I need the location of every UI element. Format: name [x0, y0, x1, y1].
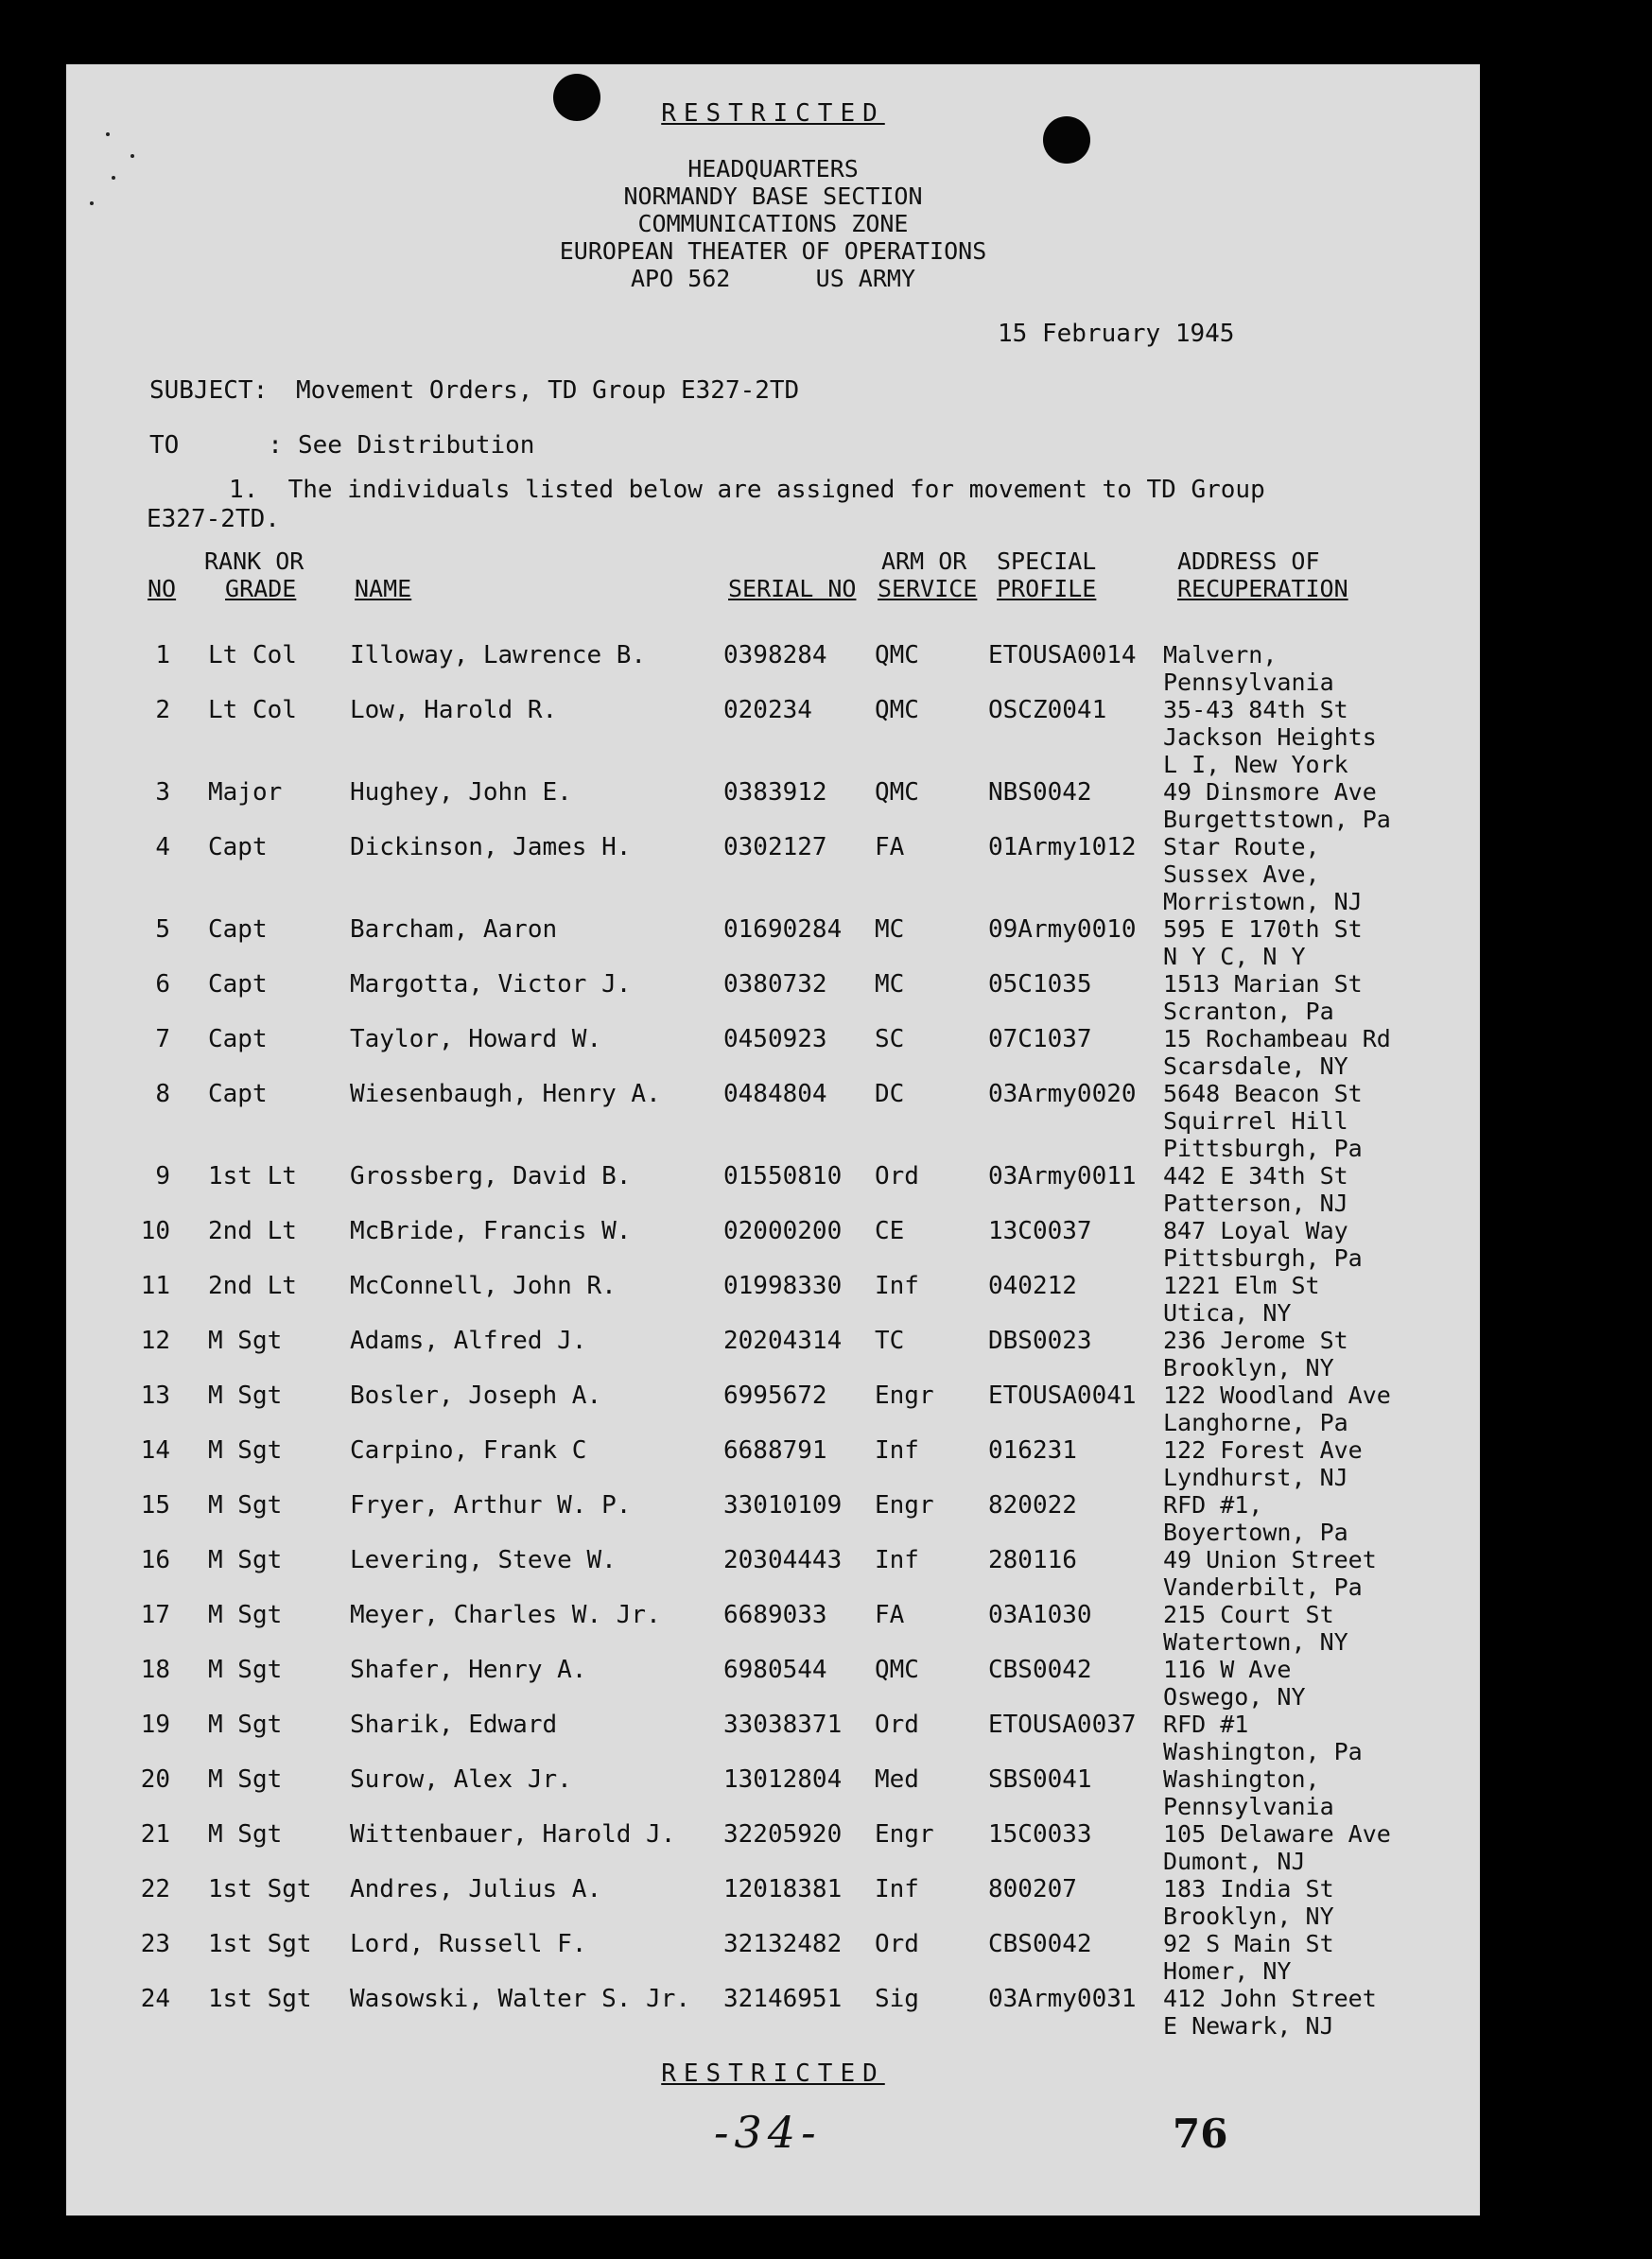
row-serial: 20204314 [723, 1327, 843, 1355]
row-arm-service: TC [875, 1327, 905, 1355]
row-special-profile: 07C1037 [988, 1025, 1092, 1053]
row-special-profile: ETOUSA0041 [988, 1381, 1137, 1410]
row-special-profile: SBS0041 [988, 1765, 1092, 1794]
row-arm-service: QMC [875, 778, 919, 807]
row-serial: 01550810 [723, 1162, 843, 1190]
row-number: 9 [155, 1162, 170, 1190]
row-number: 13 [140, 1381, 170, 1410]
row-address-line: RFD #1, [1163, 1491, 1263, 1519]
row-name: Wiesenbaugh, Henry A. [350, 1080, 661, 1108]
row-address-line: 847 Loyal Way [1163, 1217, 1348, 1244]
row-address-line: 105 Delaware Ave [1163, 1820, 1391, 1848]
row-special-profile: OSCZ0041 [988, 696, 1107, 724]
row-name: Dickinson, James H. [350, 833, 632, 861]
table-row [66, 1162, 1480, 1217]
to-text: See Distribution [298, 431, 535, 460]
row-name: Margotta, Victor J. [350, 970, 632, 999]
row-rank: Lt Col [208, 696, 297, 724]
row-address-line: L I, New York [1163, 751, 1348, 778]
row-rank: M Sgt [208, 1381, 283, 1410]
document-page [66, 64, 1480, 2216]
row-special-profile: 280116 [988, 1546, 1077, 1574]
row-rank: 1st Sgt [208, 1930, 312, 1958]
table-row [66, 778, 1480, 833]
row-name: Hughey, John E. [350, 778, 572, 807]
row-special-profile: 05C1035 [988, 970, 1092, 999]
row-address-line: Pennsylvania [1163, 1793, 1334, 1820]
table-row [66, 1327, 1480, 1381]
row-special-profile: 03Army0031 [988, 1985, 1137, 2013]
row-serial: 20304443 [723, 1546, 843, 1574]
row-special-profile: 01Army1012 [988, 833, 1137, 861]
table-row [66, 1656, 1480, 1711]
row-address-line: Patterson, NJ [1163, 1190, 1348, 1217]
row-address-line: Scranton, Pa [1163, 998, 1334, 1025]
table-row [66, 1765, 1480, 1820]
row-special-profile: CBS0042 [988, 1656, 1092, 1684]
row-special-profile: CBS0042 [988, 1930, 1092, 1958]
row-arm-service: Inf [875, 1272, 919, 1300]
row-name: Low, Harold R. [350, 696, 558, 724]
row-special-profile: 15C0033 [988, 1820, 1092, 1849]
row-address-line: Watertown, NY [1163, 1628, 1348, 1656]
row-arm-service: Ord [875, 1162, 919, 1190]
paragraph-line-1: 1. The individuals listed below are assigned for movement to TD Group [229, 476, 1265, 504]
row-name: Meyer, Charles W. Jr. [350, 1601, 661, 1629]
row-address-line: Dumont, NJ [1163, 1848, 1306, 1875]
row-number: 1 [155, 641, 170, 669]
row-arm-service: CE [875, 1217, 905, 1245]
row-rank: 1st Sgt [208, 1985, 312, 2013]
row-number: 18 [140, 1656, 170, 1684]
row-serial: 33010109 [723, 1491, 843, 1520]
row-rank: M Sgt [208, 1327, 283, 1355]
row-rank: M Sgt [208, 1711, 283, 1739]
row-serial: 33038371 [723, 1711, 843, 1739]
row-arm-service: Ord [875, 1711, 919, 1739]
row-special-profile: 09Army0010 [988, 915, 1137, 944]
table-row [66, 915, 1480, 970]
document-date: 15 February 1945 [998, 320, 1235, 348]
row-address-line: Lyndhurst, NJ [1163, 1464, 1348, 1491]
row-address-line: Washington, Pa [1163, 1738, 1363, 1765]
row-rank: 1st Lt [208, 1162, 297, 1190]
table-row [66, 1217, 1480, 1272]
row-address-line: Malvern, [1163, 641, 1278, 669]
page-number: -34- [714, 2107, 822, 2158]
row-address-line: 116 W Ave [1163, 1656, 1292, 1683]
row-serial: 0398284 [723, 641, 827, 669]
row-address-line: 183 India St [1163, 1875, 1334, 1903]
table-row [66, 1381, 1480, 1436]
row-address-line: 35-43 84th St [1163, 696, 1348, 723]
row-rank: M Sgt [208, 1491, 283, 1520]
row-special-profile: ETOUSA0037 [988, 1711, 1137, 1739]
row-serial: 6995672 [723, 1381, 827, 1410]
paragraph-line-2: E327-2TD. [147, 505, 280, 533]
subject-text: Movement Orders, TD Group E327-2TD [296, 376, 800, 405]
row-serial: 6980544 [723, 1656, 827, 1684]
row-address-line: Morristown, NJ [1163, 888, 1363, 915]
row-rank: Capt [208, 915, 268, 944]
row-address-line: Washington, [1163, 1765, 1320, 1793]
hq-line-3: COMMUNICATIONS ZONE [637, 210, 909, 237]
row-name: Barcham, Aaron [350, 915, 558, 944]
row-serial: 02000200 [723, 1217, 843, 1245]
table-row [66, 1436, 1480, 1491]
hq-line-2: NORMANDY BASE SECTION [623, 182, 923, 210]
row-address-line: Brooklyn, NY [1163, 1903, 1334, 1930]
row-name: McConnell, John R. [350, 1272, 617, 1300]
row-number: 22 [140, 1875, 170, 1903]
row-special-profile: 03A1030 [988, 1601, 1092, 1629]
row-number: 5 [155, 915, 170, 944]
row-address-line: Star Route, [1163, 833, 1320, 860]
row-number: 20 [140, 1765, 170, 1794]
row-address-line: 442 E 34th St [1163, 1162, 1348, 1190]
row-number: 17 [140, 1601, 170, 1629]
row-name: Carpino, Frank C [350, 1436, 587, 1465]
hq-line-5: APO 562 US ARMY [630, 265, 916, 292]
row-arm-service: Engr [875, 1820, 934, 1849]
row-arm-service: SC [875, 1025, 905, 1053]
col-header-name: NAME [355, 575, 412, 602]
row-address-line: Brooklyn, NY [1163, 1354, 1334, 1381]
row-serial: 12018381 [723, 1875, 843, 1903]
row-arm-service: FA [875, 1601, 905, 1629]
row-number: 11 [140, 1272, 170, 1300]
row-rank: M Sgt [208, 1765, 283, 1794]
row-rank: M Sgt [208, 1601, 283, 1629]
page-stamp: 76 [1173, 2111, 1228, 2157]
row-arm-service: Engr [875, 1491, 934, 1520]
row-name: Adams, Alfred J. [350, 1327, 587, 1355]
row-special-profile: 03Army0020 [988, 1080, 1137, 1108]
row-special-profile: 800207 [988, 1875, 1077, 1903]
row-rank: M Sgt [208, 1656, 283, 1684]
table-row [66, 641, 1480, 696]
row-serial: 0484804 [723, 1080, 827, 1108]
row-special-profile: ETOUSA0014 [988, 641, 1137, 669]
row-arm-service: Sig [875, 1985, 919, 2013]
row-special-profile: 13C0037 [988, 1217, 1092, 1245]
row-address-line: Pennsylvania [1163, 669, 1334, 696]
row-address-line: 595 E 170th St [1163, 915, 1363, 943]
row-address-line: Boyertown, Pa [1163, 1519, 1348, 1546]
col-header-rank: RANK OR GRADE [204, 547, 304, 602]
row-rank: M Sgt [208, 1820, 283, 1849]
row-address-line: RFD #1 [1163, 1711, 1249, 1738]
row-rank: M Sgt [208, 1436, 283, 1465]
row-arm-service: MC [875, 915, 905, 944]
row-number: 12 [140, 1327, 170, 1355]
row-address-line: 1221 Elm St [1163, 1272, 1320, 1299]
hq-line-1: HEADQUARTERS [687, 155, 859, 182]
table-row [66, 1930, 1480, 1985]
row-rank: Major [208, 778, 283, 807]
row-address-line: Squirrel Hill [1163, 1107, 1348, 1135]
row-name: Sharik, Edward [350, 1711, 558, 1739]
row-number: 24 [140, 1985, 170, 2013]
row-arm-service: MC [875, 970, 905, 999]
row-serial: 0302127 [723, 833, 827, 861]
row-name: Surow, Alex Jr. [350, 1765, 572, 1794]
row-serial: 01690284 [723, 915, 843, 944]
row-address-line: N Y C, N Y [1163, 943, 1306, 970]
col-header-address: ADDRESS OF RECUPERATION [1177, 547, 1348, 602]
table-row [66, 1491, 1480, 1546]
classification-footer: RESTRICTED [661, 2059, 885, 2088]
row-arm-service: Inf [875, 1436, 919, 1465]
row-serial: 020234 [723, 696, 812, 724]
row-number: 21 [140, 1820, 170, 1849]
row-special-profile: NBS0042 [988, 778, 1092, 807]
row-name: Lord, Russell F. [350, 1930, 587, 1958]
row-address-line: Burgettstown, Pa [1163, 806, 1391, 833]
table-row [66, 1601, 1480, 1656]
table-row [66, 1985, 1480, 2040]
row-address-line: 92 S Main St [1163, 1930, 1334, 1957]
row-special-profile: 03Army0011 [988, 1162, 1137, 1190]
row-rank: Capt [208, 970, 268, 999]
col-header-profile: SPECIAL PROFILE [997, 547, 1097, 602]
row-name: Taylor, Howard W. [350, 1025, 602, 1053]
row-address-line: Langhorne, Pa [1163, 1409, 1348, 1436]
row-serial: 32205920 [723, 1820, 843, 1849]
row-serial: 32132482 [723, 1930, 843, 1958]
row-arm-service: QMC [875, 696, 919, 724]
row-number: 3 [155, 778, 170, 807]
row-number: 15 [140, 1491, 170, 1520]
row-rank: 1st Sgt [208, 1875, 312, 1903]
row-serial: 6689033 [723, 1601, 827, 1629]
row-serial: 01998330 [723, 1272, 843, 1300]
row-special-profile: 820022 [988, 1491, 1077, 1520]
row-arm-service: Inf [875, 1546, 919, 1574]
row-number: 16 [140, 1546, 170, 1574]
row-arm-service: Med [875, 1765, 919, 1794]
row-address-line: Pittsburgh, Pa [1163, 1244, 1363, 1272]
row-address-line: Oswego, NY [1163, 1683, 1306, 1711]
row-number: 6 [155, 970, 170, 999]
row-rank: Capt [208, 1025, 268, 1053]
row-name: Wasowski, Walter S. Jr. [350, 1985, 691, 2013]
row-name: McBride, Francis W. [350, 1217, 632, 1245]
row-serial: 0450923 [723, 1025, 827, 1053]
row-special-profile: DBS0023 [988, 1327, 1092, 1355]
row-number: 14 [140, 1436, 170, 1465]
hq-line-4: EUROPEAN THEATER OF OPERATIONS [559, 237, 987, 265]
row-address-line: 1513 Marian St [1163, 970, 1363, 998]
row-rank: 2nd Lt [208, 1272, 297, 1300]
col-header-serial: SERIAL NO [728, 575, 857, 602]
col-header-no: NO [148, 575, 177, 602]
row-serial: 0383912 [723, 778, 827, 807]
row-address-line: 49 Dinsmore Ave [1163, 778, 1377, 806]
row-arm-service: QMC [875, 1656, 919, 1684]
row-address-line: Sussex Ave, [1163, 860, 1320, 888]
row-serial: 6688791 [723, 1436, 827, 1465]
row-name: Bosler, Joseph A. [350, 1381, 602, 1410]
table-row [66, 1080, 1480, 1162]
row-address-line: 236 Jerome St [1163, 1327, 1348, 1354]
row-arm-service: FA [875, 833, 905, 861]
row-name: Levering, Steve W. [350, 1546, 617, 1574]
subject-label: SUBJECT: [149, 376, 269, 405]
table-row [66, 1711, 1480, 1765]
row-rank: M Sgt [208, 1546, 283, 1574]
row-address-line: Jackson Heights [1163, 723, 1377, 751]
classification-header: RESTRICTED [661, 99, 885, 128]
row-address-line: 122 Woodland Ave [1163, 1381, 1391, 1409]
row-rank: Capt [208, 833, 268, 861]
row-number: 10 [140, 1217, 170, 1245]
row-address-line: Vanderbilt, Pa [1163, 1573, 1363, 1601]
row-address-line: Pittsburgh, Pa [1163, 1135, 1363, 1162]
row-rank: Capt [208, 1080, 268, 1108]
row-address-line: 5648 Beacon St [1163, 1080, 1363, 1107]
row-number: 23 [140, 1930, 170, 1958]
row-name: Wittenbauer, Harold J. [350, 1820, 676, 1849]
row-number: 7 [155, 1025, 170, 1053]
row-serial: 0380732 [723, 970, 827, 999]
row-address-line: Scarsdale, NY [1163, 1052, 1348, 1080]
row-serial: 13012804 [723, 1765, 843, 1794]
table-row [66, 1875, 1480, 1930]
row-number: 4 [155, 833, 170, 861]
row-arm-service: DC [875, 1080, 905, 1108]
table-row [66, 696, 1480, 778]
row-rank: Lt Col [208, 641, 297, 669]
row-address-line: 15 Rochambeau Rd [1163, 1025, 1391, 1052]
to-label: TO : [149, 431, 283, 460]
row-arm-service: Inf [875, 1875, 919, 1903]
table-row [66, 1820, 1480, 1875]
table-row [66, 970, 1480, 1025]
row-number: 2 [155, 696, 170, 724]
row-arm-service: Engr [875, 1381, 934, 1410]
table-row [66, 1272, 1480, 1327]
table-row [66, 833, 1480, 915]
row-address-line: 49 Union Street [1163, 1546, 1377, 1573]
row-address-line: 122 Forest Ave [1163, 1436, 1363, 1464]
row-address-line: E Newark, NJ [1163, 2012, 1334, 2040]
col-header-arm: ARM OR SERVICE [878, 547, 978, 602]
row-arm-service: QMC [875, 641, 919, 669]
speck [106, 132, 110, 136]
row-name: Grossberg, David B. [350, 1162, 632, 1190]
table-row [66, 1025, 1480, 1080]
row-serial: 32146951 [723, 1985, 843, 2013]
row-arm-service: Ord [875, 1930, 919, 1958]
row-special-profile: 016231 [988, 1436, 1077, 1465]
row-name: Shafer, Henry A. [350, 1656, 587, 1684]
row-address-line: 215 Court St [1163, 1601, 1334, 1628]
row-name: Illoway, Lawrence B. [350, 641, 647, 669]
row-address-line: Homer, NY [1163, 1957, 1292, 1985]
row-name: Andres, Julius A. [350, 1875, 602, 1903]
table-row [66, 1546, 1480, 1601]
row-number: 19 [140, 1711, 170, 1739]
row-name: Fryer, Arthur W. P. [350, 1491, 632, 1520]
row-address-line: 412 John Street [1163, 1985, 1377, 2012]
row-rank: 2nd Lt [208, 1217, 297, 1245]
row-address-line: Utica, NY [1163, 1299, 1292, 1327]
row-special-profile: 040212 [988, 1272, 1077, 1300]
row-number: 8 [155, 1080, 170, 1108]
